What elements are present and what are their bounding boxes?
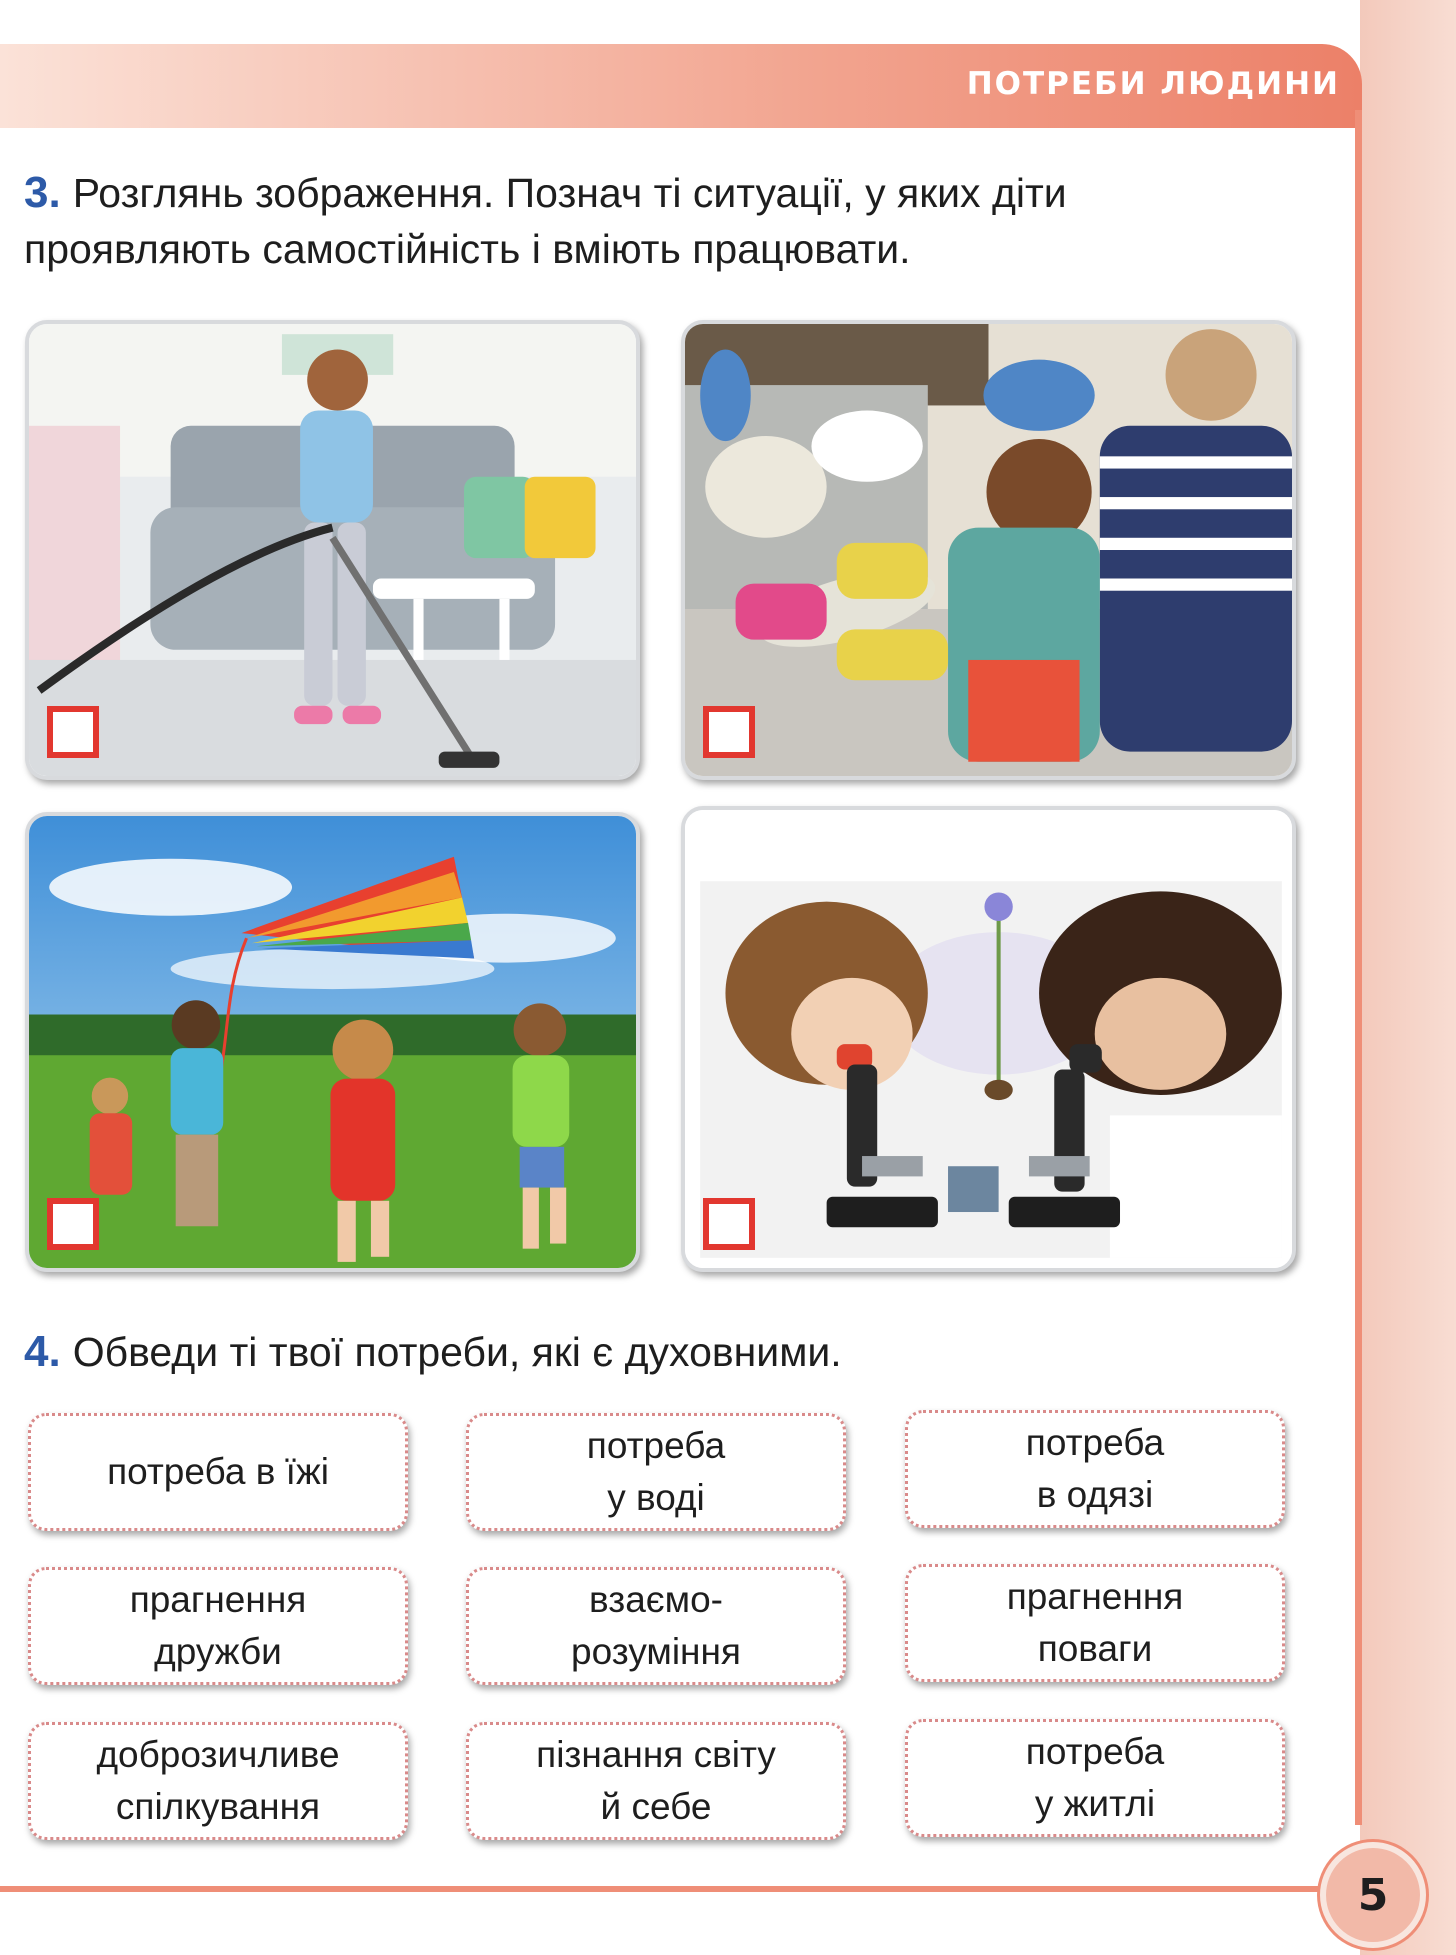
photo-1-checkbox[interactable] bbox=[47, 706, 99, 758]
girls-using-microscopes-photo bbox=[681, 806, 1296, 1272]
girl-vacuuming-picture bbox=[29, 324, 636, 776]
photo-3-checkbox[interactable] bbox=[47, 1198, 99, 1250]
children-flying-kite-picture bbox=[29, 816, 636, 1268]
task-4-instruction bbox=[24, 1324, 1294, 1380]
task-4-text: Обведи ті твої потреби, які є духовними. bbox=[72, 1329, 842, 1375]
girls-using-microscopes-picture bbox=[685, 810, 1292, 1268]
task-3-number: 3. bbox=[24, 168, 61, 217]
need-card-housing[interactable]: потреба у житлі bbox=[905, 1719, 1285, 1837]
page-edge bbox=[1360, 0, 1456, 1955]
children-washing-dishes-photo bbox=[681, 320, 1296, 780]
task-4-number: 4. bbox=[24, 1327, 61, 1376]
frame-line-right bbox=[1355, 110, 1362, 1825]
page-number: 5 bbox=[1320, 1842, 1426, 1948]
section-title: ПОТРЕБИ ЛЮДИНИ bbox=[966, 66, 1340, 102]
header-bar bbox=[0, 44, 1362, 128]
need-card-water[interactable]: потреба у воді bbox=[466, 1413, 846, 1531]
need-card-food[interactable]: потреба в їжі bbox=[28, 1413, 408, 1531]
need-card-friendly-communication[interactable]: доброзичливе спілкування bbox=[28, 1722, 408, 1840]
children-flying-kite-photo bbox=[25, 812, 640, 1272]
need-card-friendship[interactable]: прагнення дружби bbox=[28, 1567, 408, 1685]
need-card-respect[interactable]: прагнення поваги bbox=[905, 1564, 1285, 1682]
frame-line-bottom bbox=[0, 1886, 1318, 1892]
need-card-understanding[interactable]: взаємо- розуміння bbox=[466, 1567, 846, 1685]
need-card-clothing[interactable]: потреба в одязі bbox=[905, 1410, 1285, 1528]
photo-4-checkbox[interactable] bbox=[703, 1198, 755, 1250]
task-3-text: Розглянь зображення. Познач ті ситуації, у яких діти проявляють самостійність і вміють працювати. bbox=[24, 170, 1067, 272]
children-washing-dishes-picture bbox=[685, 324, 1292, 776]
need-card-knowing-world[interactable]: пізнання світу й себе bbox=[466, 1722, 846, 1840]
task-3-instruction bbox=[24, 165, 1294, 277]
photo-2-checkbox[interactable] bbox=[703, 706, 755, 758]
girl-vacuuming-photo bbox=[25, 320, 640, 780]
